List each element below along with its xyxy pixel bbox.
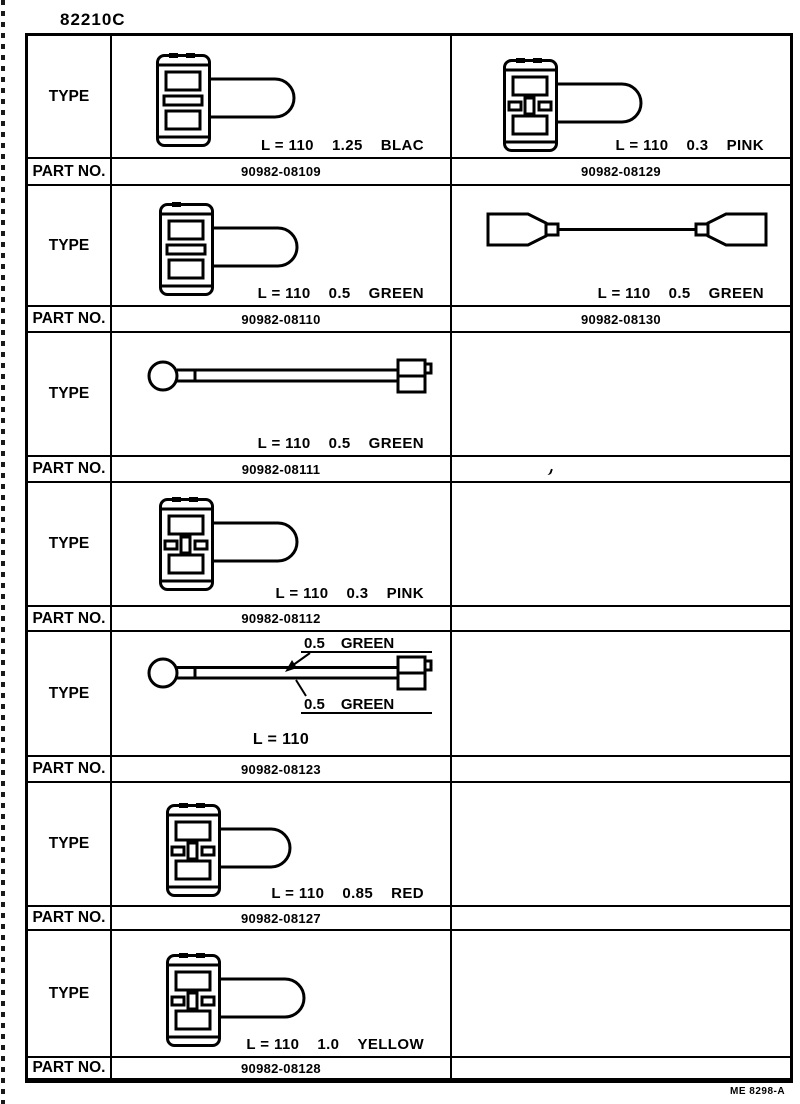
type-cell-row4-right: [452, 483, 790, 605]
spec-color: YELLOW: [357, 1036, 424, 1053]
part-number: 90982-08112: [241, 611, 321, 626]
part-no-label: PART NO.: [32, 909, 106, 926]
plate-reference-code: ME 8298-A: [730, 1086, 786, 1097]
type-cell-row1-left: [112, 36, 452, 157]
spec-color: GREEN: [708, 285, 764, 302]
part-number: 90982-08111: [241, 461, 321, 477]
type-label-cell: [28, 333, 112, 455]
wire-spec: [616, 137, 765, 154]
type-cell-row6-left: [112, 783, 452, 905]
part-number-cell: [452, 157, 790, 186]
ring-terminal-wire-connector-illustration: [146, 353, 434, 399]
wire-spec: [598, 285, 764, 302]
type-cell-row4-left: [112, 483, 452, 605]
part-no-label-cell: [28, 605, 112, 632]
part-number-cell: [112, 1056, 452, 1080]
spec-gauge: 0.3: [686, 137, 709, 154]
part-number-cell: [112, 455, 452, 483]
part-number-cell-empty: [452, 1056, 790, 1080]
part-no-label-cell: [28, 157, 112, 186]
type-label-cell: [28, 186, 112, 305]
type-label: TYPE: [48, 236, 90, 254]
spec-gauge: 0.5: [668, 285, 691, 302]
spec-color: GREEN: [368, 285, 424, 302]
part-number-cell-empty: [452, 455, 790, 483]
type-cell-row7-right: [452, 931, 790, 1056]
type-cell-row3-left: [112, 333, 452, 455]
spec-color: RED: [391, 885, 424, 902]
part-number-cell-empty: [452, 755, 790, 783]
part-number-cell: [112, 305, 452, 333]
spec-length: L = 110: [597, 285, 651, 302]
type-label: TYPE: [48, 684, 90, 702]
spec-length: L = 110: [246, 1036, 300, 1053]
wire-spec: [246, 1036, 424, 1053]
type-label-cell: [28, 483, 112, 605]
part-number: 90982-08123: [241, 761, 321, 777]
spec-length: L = 110: [257, 435, 311, 452]
part-number-cell-empty: [452, 605, 790, 632]
wire-annotation-bottom: 0.5 GREEN: [304, 696, 395, 713]
spec-length: L = 110: [271, 885, 325, 902]
parts-table: [25, 33, 793, 1083]
spec-color: PINK: [726, 137, 764, 154]
part-number-cell: [112, 905, 452, 931]
spec-gauge: 0.5: [328, 435, 351, 452]
type-cell-row5-left: [112, 632, 452, 755]
part-number: 90982-08129: [581, 164, 661, 179]
type-label: TYPE: [48, 535, 90, 552]
spec-gauge: 1.25: [331, 137, 363, 154]
type-cell-row3-right: [452, 333, 790, 455]
type-cell-row7-left: [112, 931, 452, 1056]
part-number: 90982-08127: [241, 910, 321, 926]
type-cell-row5-right: [452, 632, 790, 755]
part-no-label-cell: [28, 1056, 112, 1080]
spec-length: L = 110: [257, 285, 311, 302]
page-code: 82210C: [60, 10, 126, 29]
spec-gauge: 0.3: [346, 585, 369, 602]
part-no-label-cell: [28, 455, 112, 483]
part-number: 90982-08130: [581, 311, 661, 327]
type-label: TYPE: [48, 984, 90, 1002]
wire-annotation-top: 0.5 GREEN: [304, 635, 395, 652]
part-no-label: PART NO.: [32, 310, 106, 327]
spec-length: L = 110: [252, 731, 310, 748]
spec-color: GREEN: [368, 435, 424, 452]
wire-spec: [258, 435, 424, 452]
wire-spec: [112, 731, 450, 749]
spec-length: L = 110: [260, 137, 314, 154]
part-no-label: PART NO.: [32, 460, 106, 477]
type-label-cell: [28, 783, 112, 905]
perforation-edge: [1, 0, 5, 1104]
type-label-cell: [28, 931, 112, 1056]
part-no-label-cell: [28, 305, 112, 333]
part-number: 90982-08109: [241, 164, 321, 179]
type-cell-row2-right: [452, 186, 790, 305]
spec-length: L = 110: [275, 585, 329, 602]
spec-color: BLAC: [380, 137, 424, 154]
spec-color: PINK: [386, 585, 424, 602]
spec-gauge: 0.5: [328, 285, 351, 302]
type-cell-row1-right: [452, 36, 790, 157]
part-number-cell: [112, 157, 452, 186]
wire-spec: [261, 137, 424, 154]
spec-length: L = 110: [615, 137, 669, 154]
wire-spec: [271, 885, 424, 902]
part-number: 90982-08128: [241, 1060, 321, 1076]
part-no-label: PART NO.: [32, 760, 106, 777]
part-no-label-cell: [28, 905, 112, 931]
type-cell-row6-right: [452, 783, 790, 905]
part-no-label: PART NO.: [32, 162, 106, 180]
type-cell-row2-left: [112, 186, 452, 305]
wire-spec: [258, 285, 424, 302]
spec-gauge: 0.85: [342, 885, 374, 902]
part-number-cell: [112, 605, 452, 632]
part-number-cell: [452, 305, 790, 333]
wire-spec: [276, 585, 425, 602]
fusible-link-loop-illustration: [165, 953, 315, 1049]
part-number: 90982-08110: [241, 311, 321, 327]
spec-gauge: 1.0: [317, 1036, 340, 1053]
type-label-cell: [28, 632, 112, 755]
wire-spade-terminals-illustration: [486, 208, 768, 252]
fusible-link-loop-illustration: [158, 497, 308, 593]
part-no-label-cell: [28, 755, 112, 783]
part-number-cell: [112, 755, 452, 783]
part-number-cell-empty: [452, 905, 790, 931]
type-label-cell: [28, 36, 112, 157]
type-label: TYPE: [48, 87, 90, 105]
part-no-label: PART NO.: [32, 1059, 106, 1076]
part-no-label: PART NO.: [32, 609, 106, 627]
type-label: TYPE: [48, 385, 90, 402]
type-label: TYPE: [48, 835, 90, 852]
fusible-link-loop-illustration: [155, 53, 305, 149]
fusible-link-loop-illustration: [158, 202, 308, 298]
